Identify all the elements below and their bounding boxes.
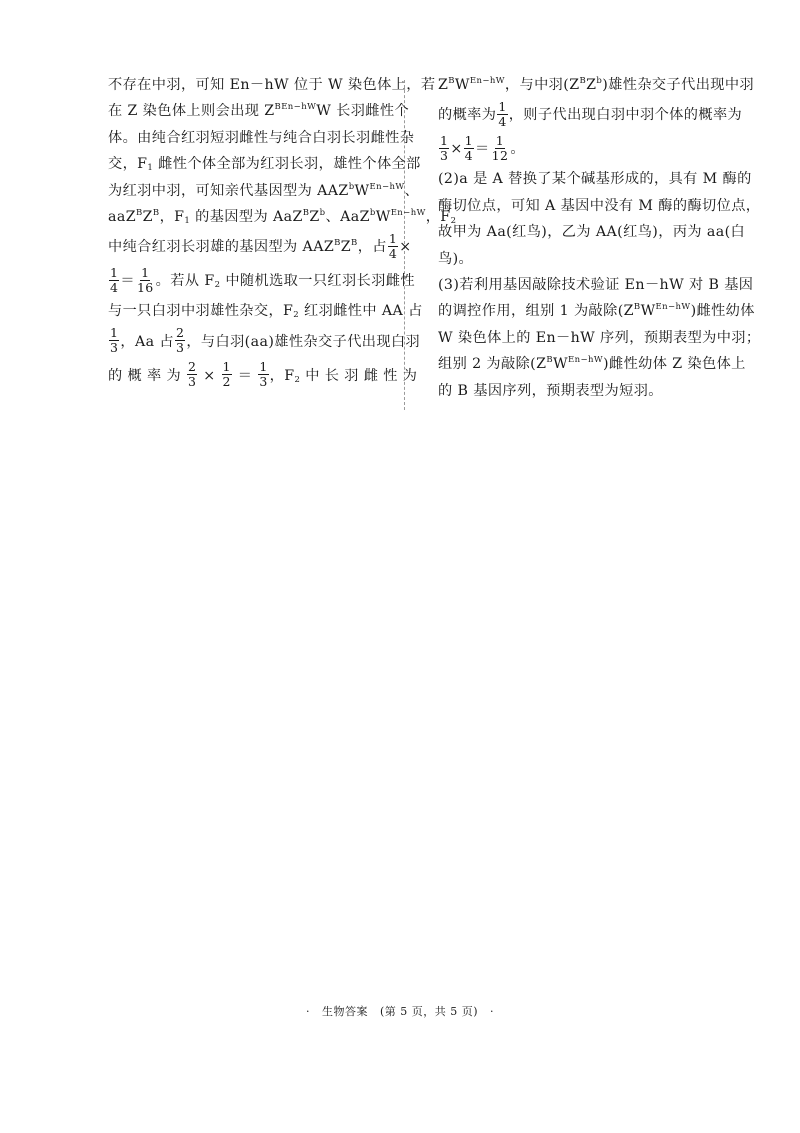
fraction: $\frac{1}{16}$: [136, 264, 154, 295]
text-line: $\frac{1}{3}$ × $\frac{1}{4}$ ＝ $\frac{1}{12}$ 。: [440, 132, 525, 163]
text-line: 故甲为 Aa(红鸟)，乙为 AA(红鸟)，丙为 aa(白: [438, 224, 746, 241]
fraction: $\frac{1}{4}$: [464, 132, 474, 163]
text-line: W 染色体上的 En－hW 序列，预期表型为中羽；: [438, 329, 761, 346]
page-footer: [0, 1003, 800, 1019]
text-line: 的调控作用，组别 1 为敲除$(Z^BW^{En-hW})$雌性幼体: [438, 302, 755, 320]
fraction: $\frac{2}{3}$: [188, 359, 197, 390]
text-line: 组别 2 为敲除$(Z^BW^{En-hW})$雌性幼体 Z 染色体上: [438, 355, 746, 373]
footer-subject: 生物答案: [321, 1005, 368, 1018]
fraction: $\frac{1}{4}$: [388, 230, 398, 261]
footer-dot: ·: [490, 1005, 495, 1018]
text-line: $aaZ^BZ^B$，$F_1$ 的基因型为 $AaZ^BZ^b$、$AaZ^bW^{En-hW}$，$F_2$: [108, 208, 457, 227]
text-line: 与一只白羽中羽雄性杂交，$F_2$ 红羽雌性中 AA 占: [108, 303, 423, 321]
fraction: $\frac{1}{3}$: [440, 132, 449, 163]
fraction: $\frac{1}{3}$: [259, 359, 268, 390]
text-line: $Z^BW^{En-hW}$，与中羽$(Z^BZ^b)$雄性杂交子代出现中羽: [438, 76, 755, 93]
text-line: 的 概 率 为 $\frac{2}{3}$ × $\frac{1}{2}$ ＝ $\frac{1}{3}$ ，$F_2$ 中 长 羽 雌 性 为: [108, 359, 418, 390]
fraction: $\frac{1}{3}$: [110, 325, 119, 356]
text-line: 中纯合红羽长羽雄的基因型为 $AAZ^BZ^B$，占 $\frac{1}{4}$ ×: [108, 230, 412, 261]
text-line: 鸟)。: [438, 250, 474, 267]
footer-dot: ·: [305, 1005, 310, 1018]
text-line: 为红羽中羽，可知亲代基因型为 $AAZ^bW^{En-hW}$、: [108, 181, 420, 199]
text-line: 的 B 基因序列，预期表型为短羽。: [438, 382, 663, 399]
text-line: 的概率为 $\frac{1}{4}$ ，则子代出现白羽中羽个体的概率为: [438, 98, 743, 129]
text-line: 在 Z 染色体上则会出现 $Z^{BEn-hW}W$ 长羽雌性个: [108, 102, 410, 120]
left-column: [108, 72, 457, 393]
text-line: 交，$F_1$ 雌性个体全部为红羽长羽，雄性个体全部: [108, 156, 421, 174]
fraction: $\frac{2}{3}$: [175, 325, 185, 356]
text-line: 体。由纯合红羽短羽雌性与纯合白羽长羽雌性杂: [108, 129, 415, 146]
text-line: (3)若利用基因敲除技术验证 En－hW 对 B 基因: [438, 277, 754, 294]
text-line: 不存在中羽，可知 En－hW 位于 W 染色体上，若: [108, 77, 436, 93]
text-line: (2)a 是 A 替换了某个碱基形成的，具有 M 酶的: [438, 171, 752, 188]
text-line: $\frac{1}{4}$ ＝ $\frac{1}{16}$ 。若从 $F_2$ 中随机选取一只红羽长羽雌性: [110, 264, 415, 295]
text-line: $\frac{1}{3}$ ，Aa 占 $\frac{2}{3}$ ，与白羽(aa)雄性杂交子代出现白羽: [110, 325, 421, 356]
fraction: $\frac{1}{4}$: [498, 98, 507, 129]
fraction: $\frac{1}{4}$: [110, 264, 119, 295]
footer-page-info: (第 5 页，共 5 页): [379, 1005, 479, 1018]
text-line: 酶切位点，可知 A 基因中没有 M 酶的酶切位点，: [438, 197, 761, 214]
fraction: $\frac{1}{12}$: [491, 132, 509, 163]
right-column: [438, 72, 761, 404]
fraction: $\frac{1}{2}$: [222, 359, 231, 390]
